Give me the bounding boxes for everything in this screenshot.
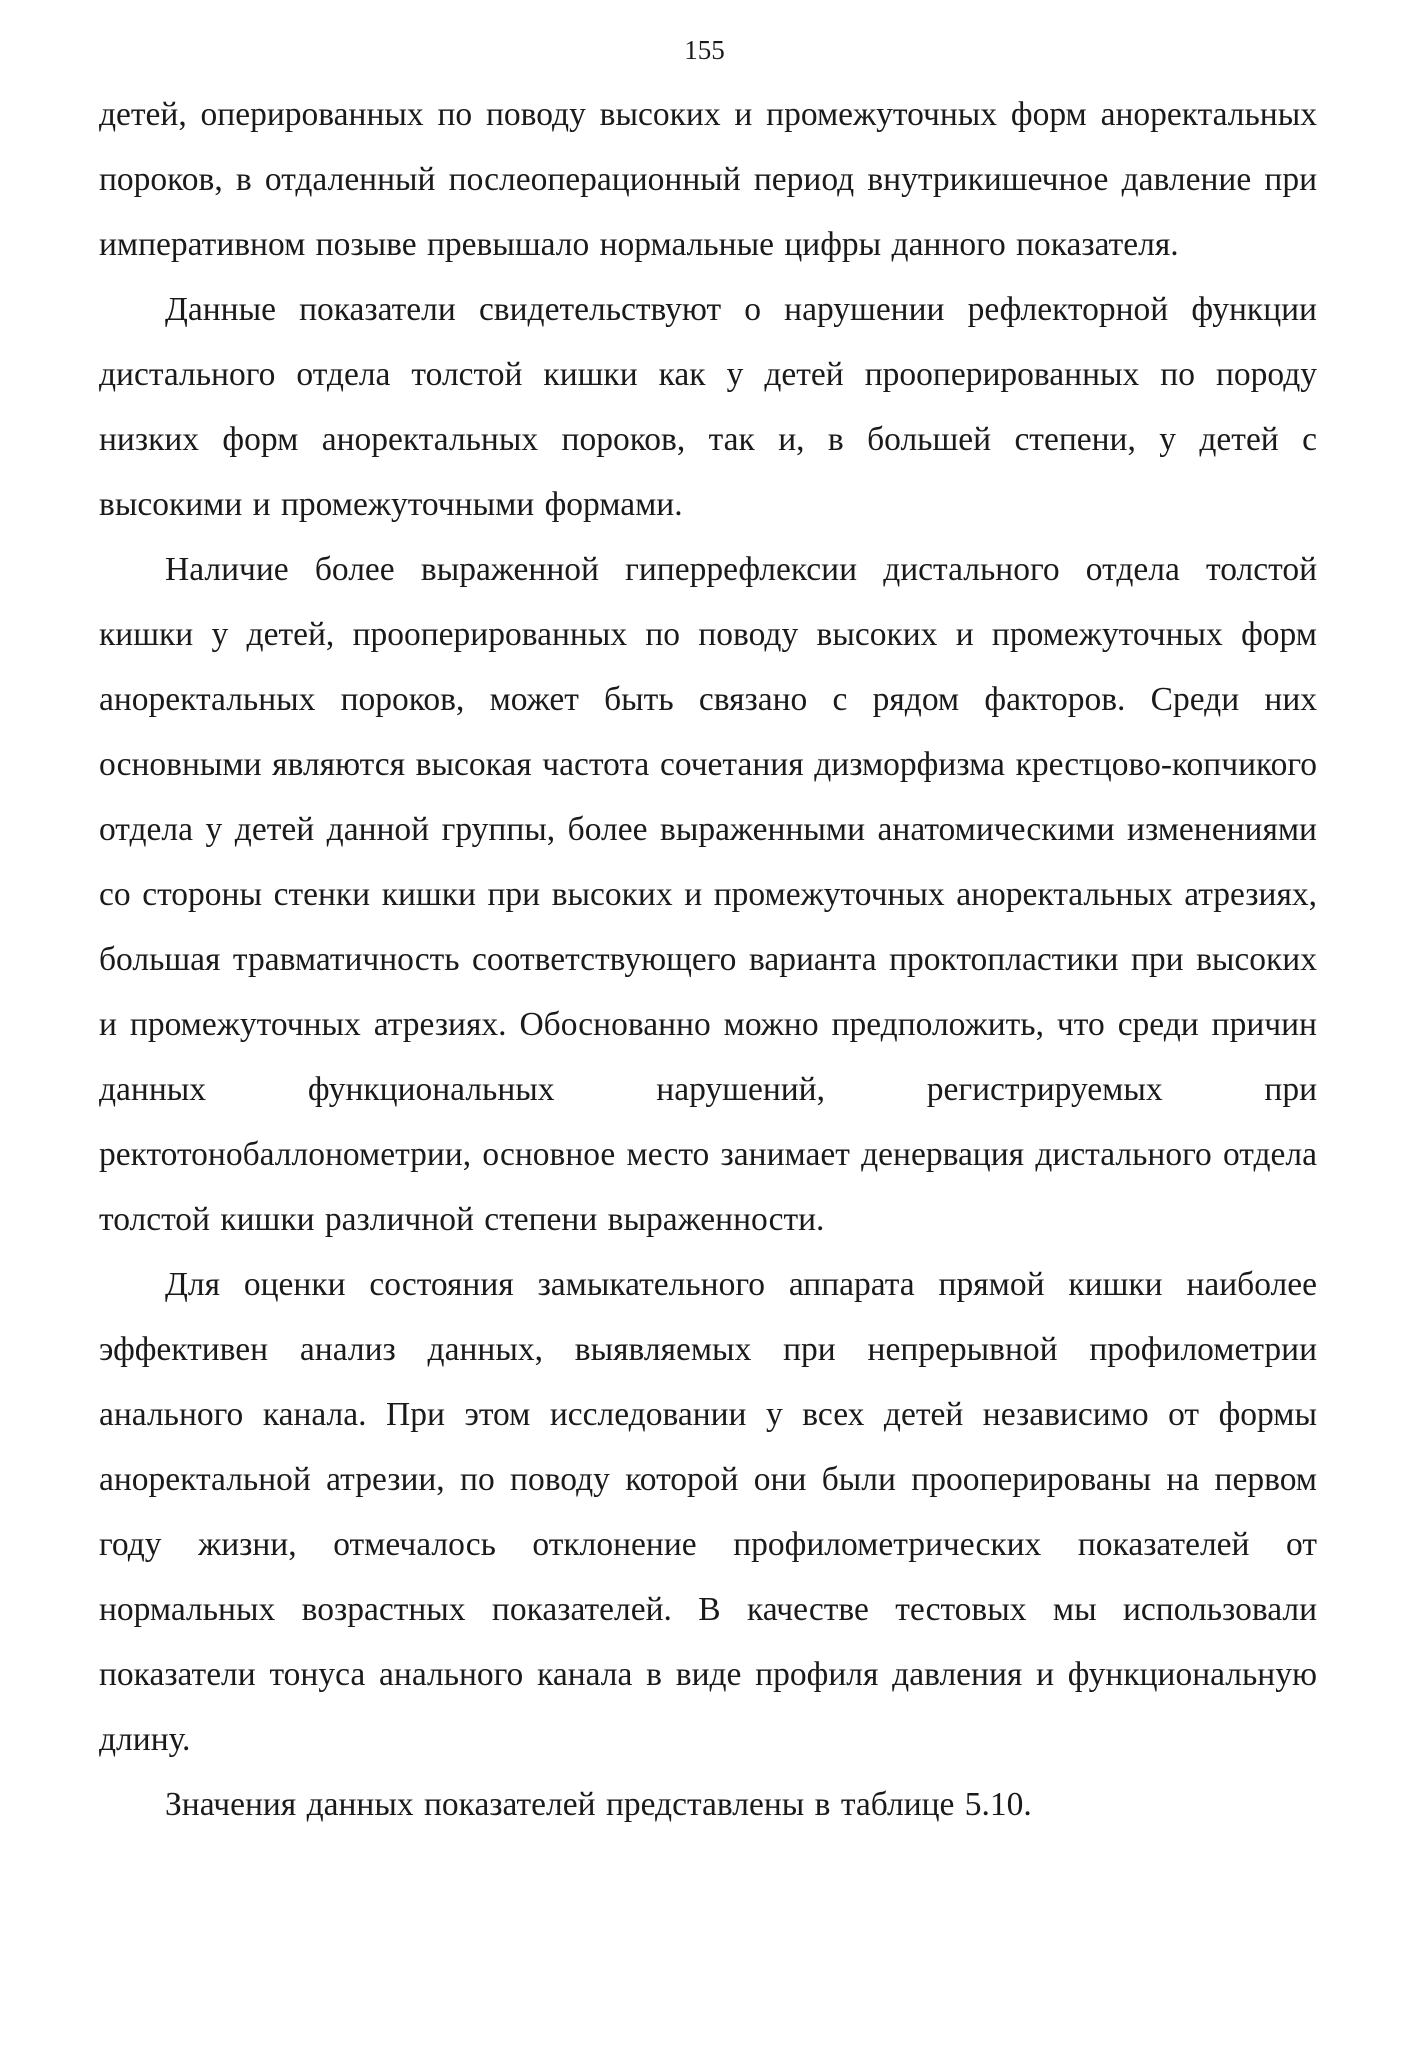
body-text: [99, 82, 1317, 1837]
paragraph-hyperreflexia: Наличие более выраженной гиперрефлексии дистального отдела толстой кишки у детей, прооперированных по поводу высоких и промежуточных форм аноректальных пороков, может быть связано с рядом факторов. Среди них основными являются высокая частота сочетания дизморфизма крестцово-копчикого отдела у детей данной группы, более выраженными анатомическими изменениями со стороны стенки кишки при высоких и промежуточных аноректальных атрезиях, большая травматичность соответствующего варианта проктопластики при высоких и промежуточных атрезиях. Обоснованно можно предположить, что среди причин данных функциональных нарушений, регистрируемых при ректотонобаллонометрии, основное место занимает денервация дистального отдела толстой кишки различной степени выраженности.: [99, 551, 1317, 1238]
paragraph-continuation: детей, оперированных по поводу высоких и промежуточных форм аноректальных пороков, в отдаленный послеоперационный период внутрикишечное давление при императивном позыве превышало нормальные цифры данного показателя.: [99, 96, 1317, 263]
page-number: 155: [684, 35, 725, 65]
paragraph-reflex-function: Данные показатели свидетельствуют о нарушении рефлекторной функции дистального отдела толстой кишки как у детей прооперированных по породу низких форм аноректальных пороков, так и, в большей степени, у детей с высокими и промежуточными формами.: [99, 291, 1317, 523]
paragraph-profilometry: Для оценки состояния замыкательного аппарата прямой кишки наиболее эффективен анализ данных, выявляемых при непрерывной профилометрии анального канала. При этом исследовании у всех детей независимо от формы аноректальной атрезии, по поводу которой они были прооперированы на первом году жизни, отмечалось отклонение профилометрических показателей от нормальных возрастных показателей. В качестве тестовых мы использовали показатели тонуса анального канала в виде профиля давления и функциональную длину.: [99, 1266, 1317, 1758]
paragraph-table-reference: Значения данных показателей представлены в таблице 5.10.: [165, 1786, 1032, 1823]
